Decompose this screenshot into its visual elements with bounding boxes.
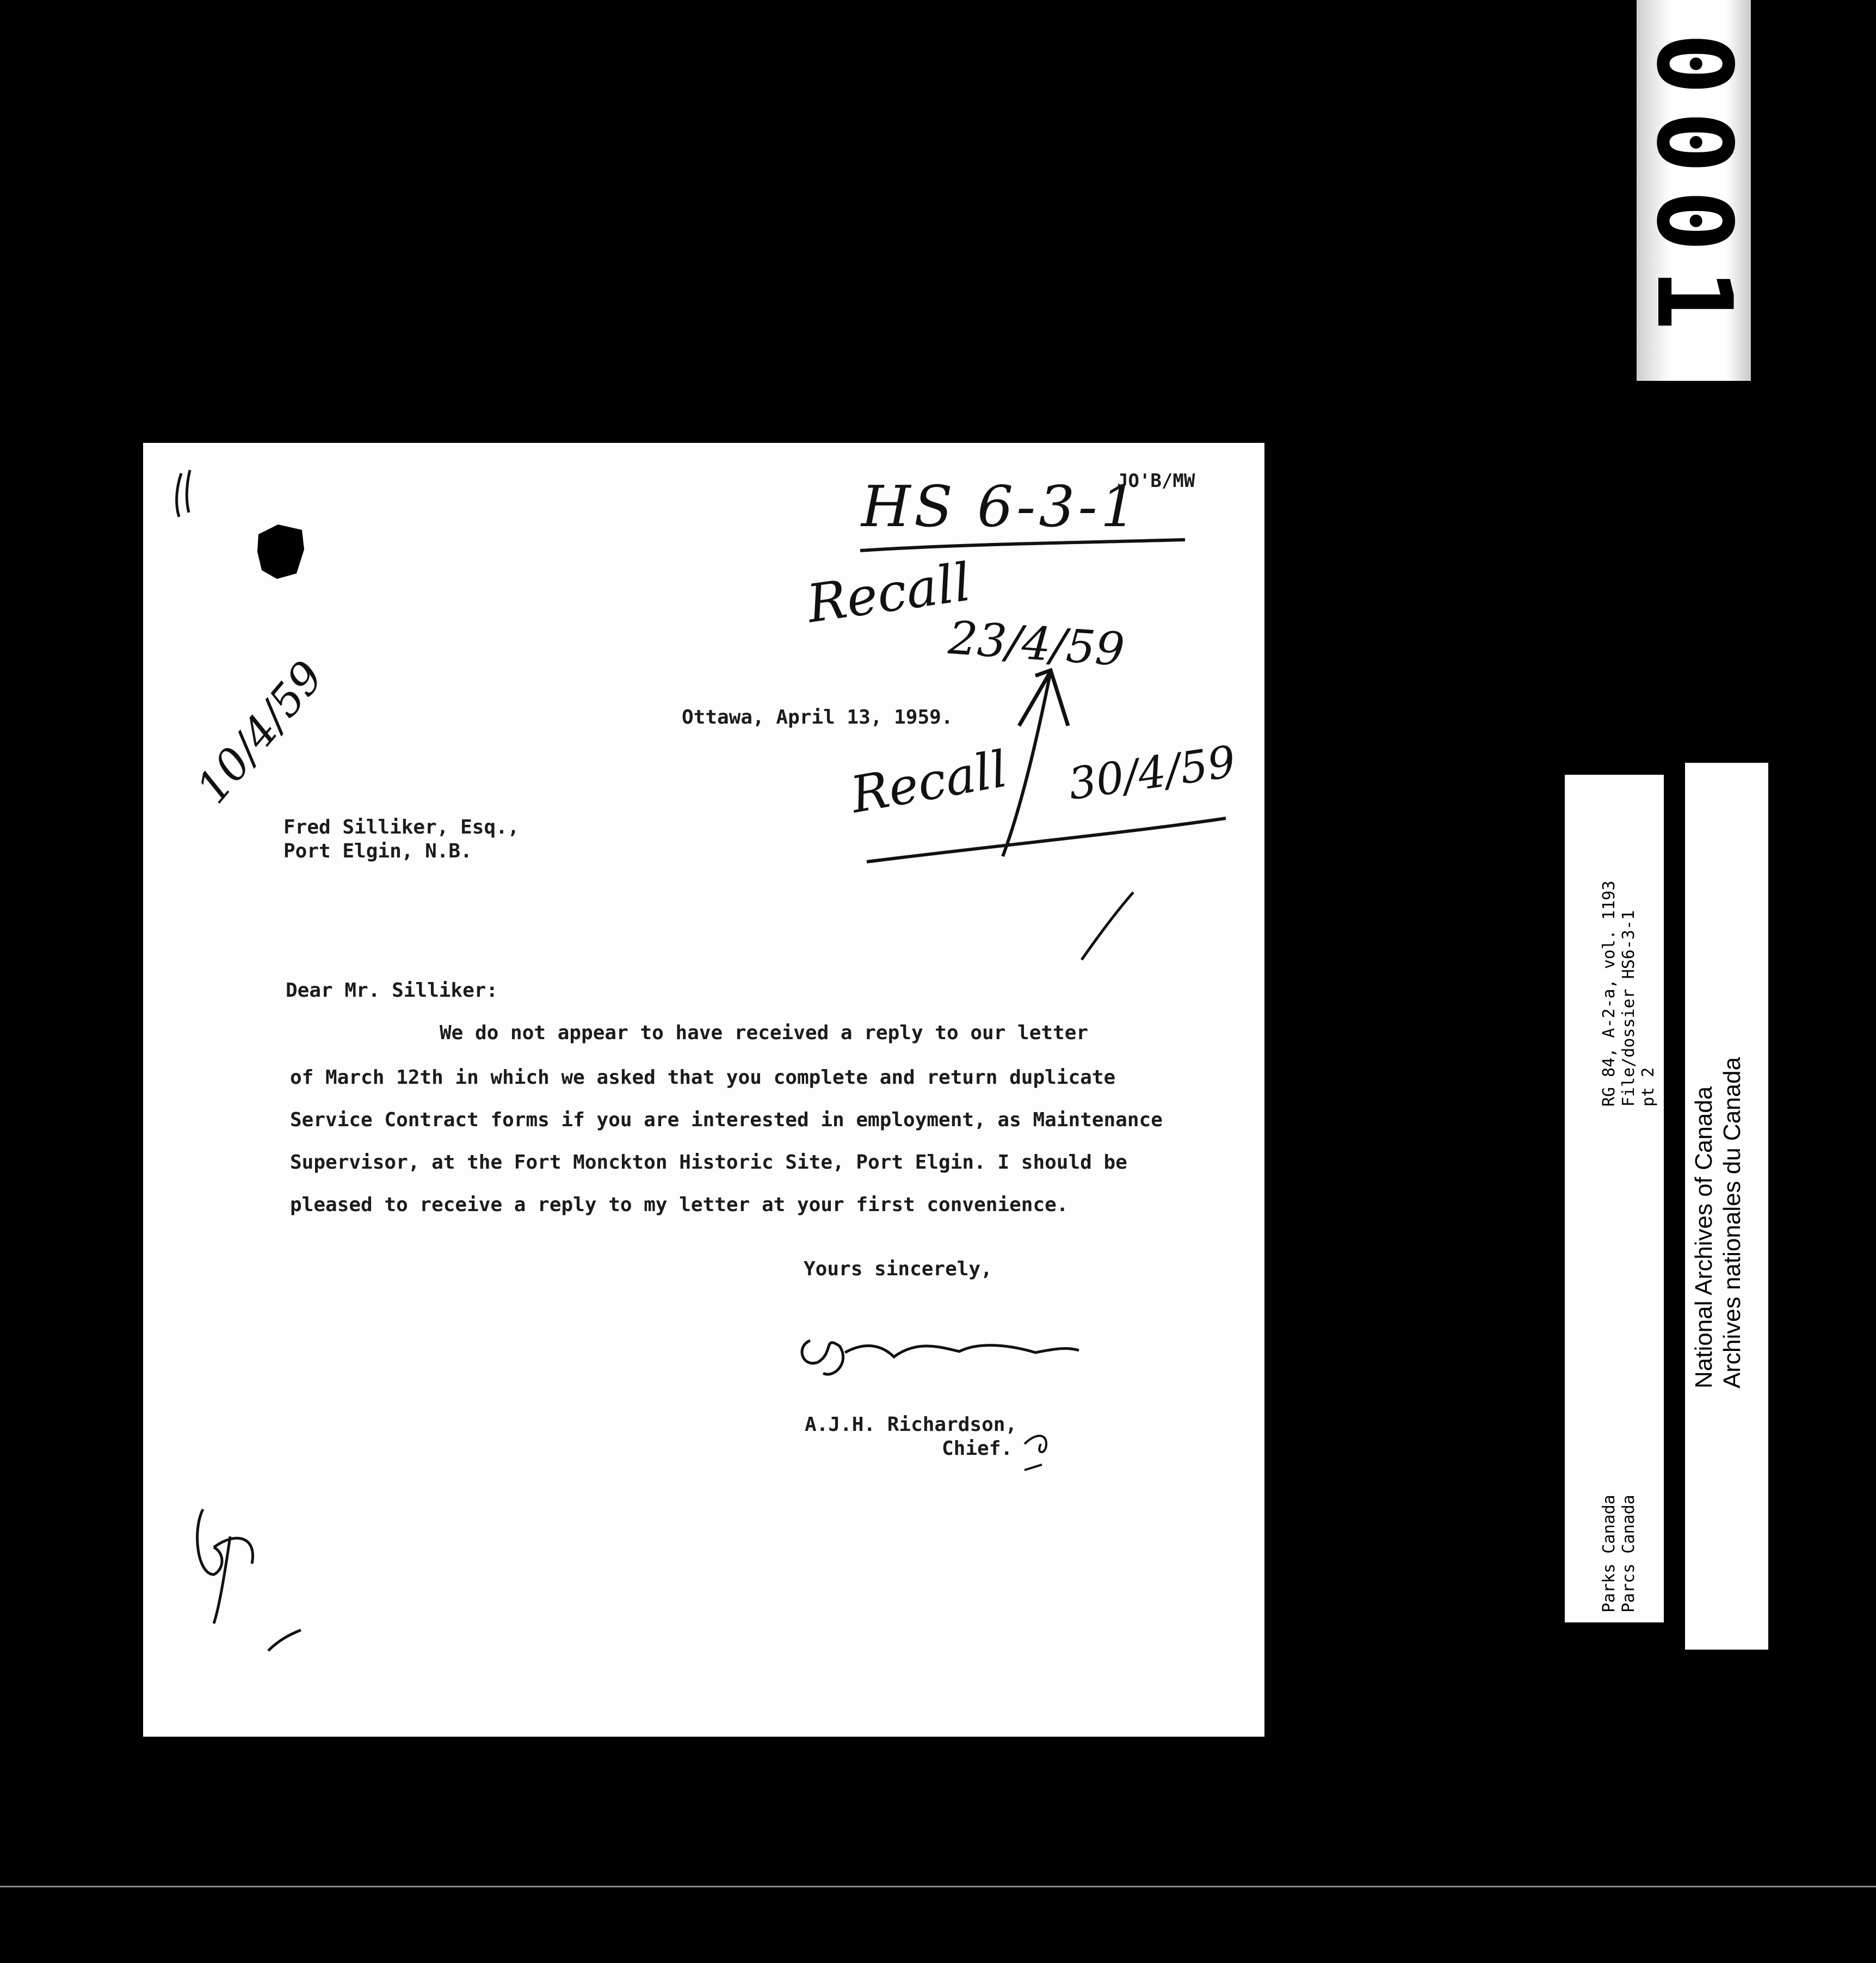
handwritten-recall-2: Recall [846, 739, 1012, 825]
agency-line: Parks Canada [1600, 1495, 1619, 1613]
archive-institution-label [1685, 763, 1768, 1650]
file-number-underline [860, 540, 1185, 551]
frame-number: 0001 [1634, 33, 1754, 347]
recipient-line-2: Port Elgin, N.B. [283, 840, 472, 862]
body-line: of March 12th in which we asked that you complete and return duplicate [290, 1066, 1116, 1089]
agency-line: Parcs Canada [1619, 1495, 1638, 1613]
strike-line [1082, 892, 1133, 960]
body-line: pleased to receive a reply to my letter at your first convenience. [290, 1194, 1069, 1216]
signatory-title: Chief. [942, 1437, 1013, 1460]
institution-line: Archives nationales du Canada [1719, 1057, 1745, 1388]
handwritten-recall-2-date: 30/4/59 [1065, 736, 1239, 810]
reference-line: File/dossier HS6-3-1 [1619, 910, 1638, 1107]
handwritten-file-number: HS 6-3-1 [861, 473, 1140, 540]
arrow-stem [1003, 671, 1051, 856]
body-line: We do not appear to have received a reply to our letter [440, 1022, 1089, 1044]
signature [802, 1341, 1079, 1374]
signatory-name: A.J.H. Richardson, [805, 1413, 1017, 1436]
chief-initials [1025, 1436, 1046, 1452]
body-line: Supervisor, at the Fort Monckton Historic Site, Port Elgin. I should be [290, 1151, 1127, 1174]
handwritten-recall-1: Recall [803, 551, 974, 635]
ink-blot [257, 524, 304, 579]
body-line: Service Contract forms if you are interested in employment, as Maintenance [290, 1109, 1163, 1131]
margin-mark [177, 470, 190, 517]
archive-reference-label [1565, 775, 1664, 1622]
frame-number-strip [1634, 0, 1754, 381]
initials-bottom-left [198, 1509, 301, 1651]
film-edge-line [0, 1886, 1876, 1887]
reference-line: pt 2 [1639, 1067, 1658, 1107]
handwritten-recall-1-date: 23/4/59 [946, 610, 1126, 677]
salutation: Dear Mr. Silliker: [286, 979, 498, 1002]
handwritten-margin-date: 10/4/59 [187, 651, 334, 813]
place-date: Ottawa, April 13, 1959. [682, 706, 953, 729]
reference-line: RG 84, A-2-a, vol. 1193 [1600, 880, 1619, 1107]
recall-underline [867, 818, 1226, 862]
letter-page [143, 443, 1264, 1737]
recipient-line-1: Fred Silliker, Esq., [283, 816, 520, 838]
chief-dash [1025, 1465, 1042, 1470]
reference-code: JO'B/MW [1117, 470, 1195, 492]
closing: Yours sincerely, [804, 1258, 992, 1280]
institution-line: National Archives of Canada [1690, 1086, 1717, 1388]
